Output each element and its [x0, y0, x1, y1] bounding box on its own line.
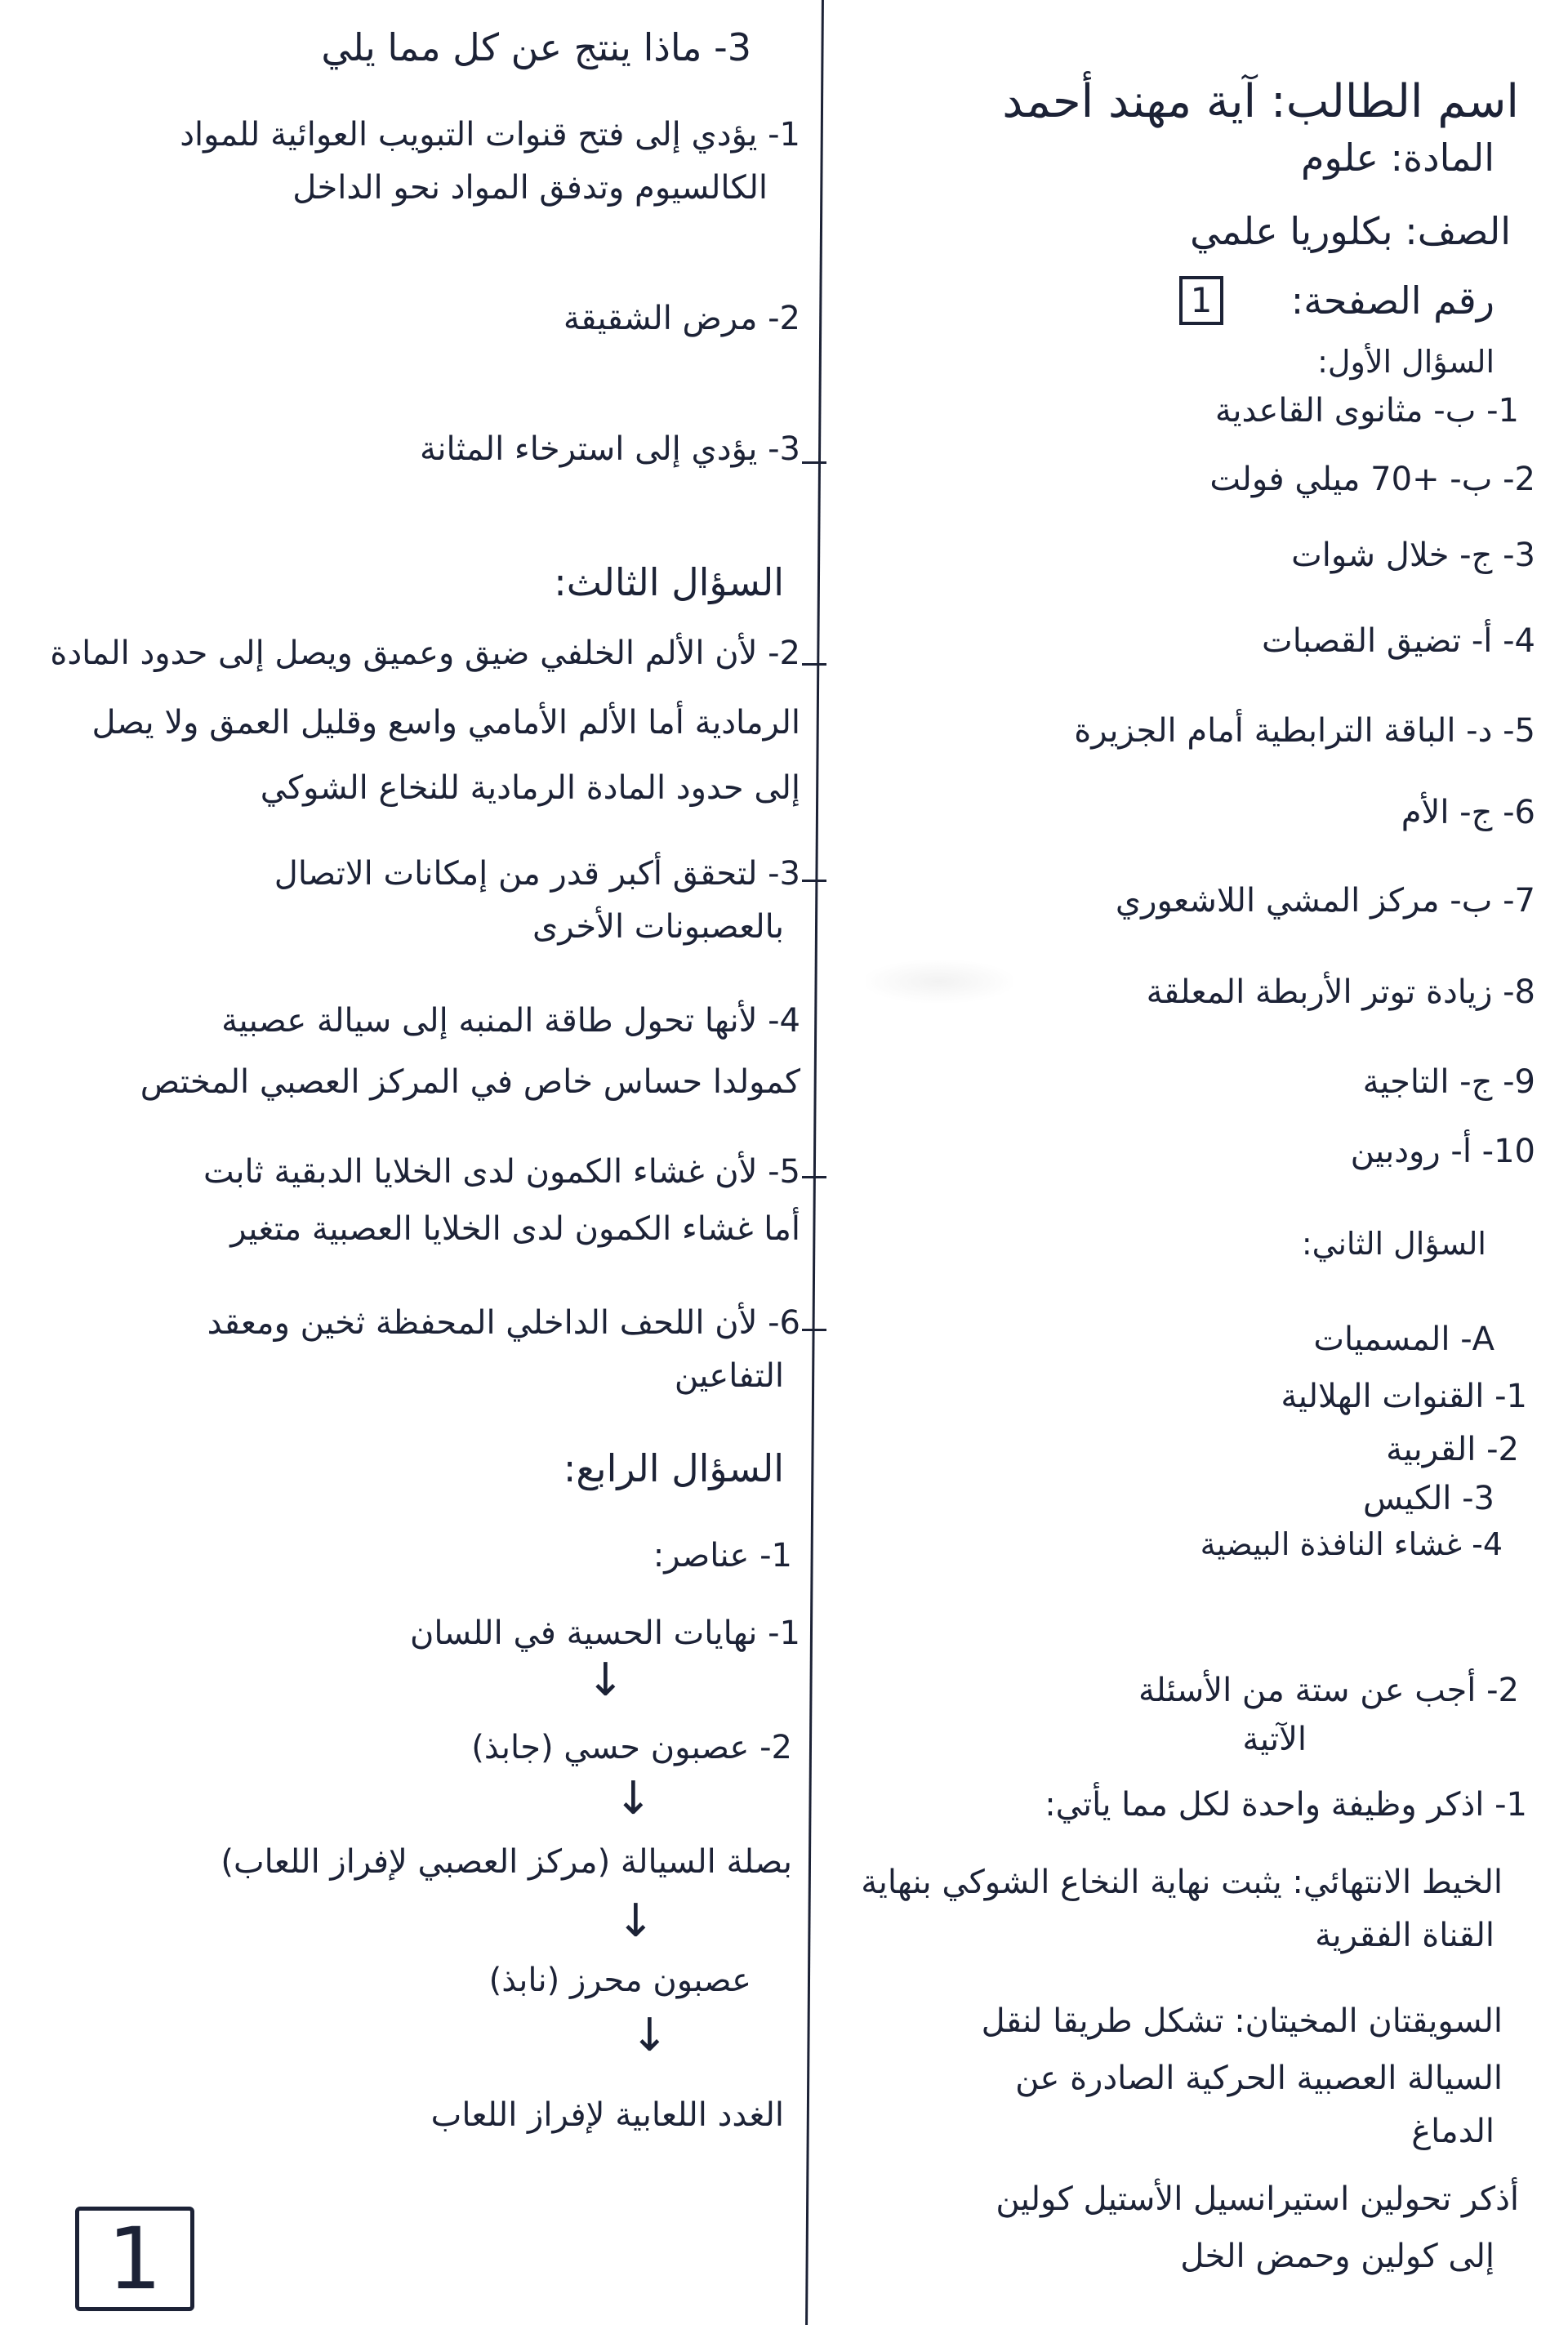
s3-answer-6-line1: 6- لأن اللحف الداخلي المحفظة ثخين ومعقد: [207, 1304, 800, 1342]
q1-answer-1: 1- ب- مثانوى القاعدية: [1214, 392, 1519, 430]
reflex-step-1: 1- نهايات الحسية في اللسان: [409, 1615, 800, 1652]
s3-answer-3-line2: بالعصبونات الأخرى: [532, 908, 784, 946]
s2-a-item-1: 1- القنوات الهلالية: [1281, 1378, 1527, 1415]
q1-answer-5: 5- د- الباقة الترابطية أمام الجزيرة: [1074, 712, 1535, 750]
s2-a-item-3: 3- الكيس: [1362, 1480, 1494, 1517]
smudge: [866, 960, 1013, 1003]
q1-answer-2: 2- ب- +70 ميلي فولت: [1209, 461, 1535, 498]
section3-title: السؤال الثالث:: [554, 560, 784, 604]
s3-answer-2-line3: إلى حدود المادة الرمادية للنخاع الشوكي: [260, 769, 800, 807]
s2-a-item-4: 4- غشاء النافذة البيضية: [1200, 1526, 1503, 1562]
q1-answer-8: 8- زيادة توتر الأربطة المعلقة: [1146, 973, 1535, 1011]
down-arrow-icon: ↓: [586, 1654, 625, 1707]
page-number-large: 1: [107, 2209, 163, 2309]
section4-title: السؤال الرابع:: [563, 1446, 784, 1490]
s3-answer-5-line2: أما غشاء الكمون لدى الخلايا العصبية متغير: [230, 1210, 800, 1248]
s3-answer-6-line2: التفاعين: [674, 1357, 784, 1395]
q3-item1-line1: 1- يؤدي إلى فتح قنوات التبويب العوائية للمواد: [180, 116, 800, 154]
section2-title: السؤال الثاني:: [1301, 1226, 1486, 1262]
page-label: رقم الصفحة:: [1290, 278, 1494, 323]
fn1-line-2: القناة الفقرية: [1315, 1917, 1494, 1954]
s3-answer-2-line1: 2- لأن الألم الخلفي ضيق وعميق ويصل إلى حدود المادة: [50, 635, 800, 672]
column-divider: [805, 0, 824, 2325]
grade-line: الصف: بكلوريا علمي: [1190, 209, 1511, 253]
fn1-line-1: الخيط الانتهائي: يثبت نهاية النخاع الشوكي بنهاية: [861, 1864, 1503, 1901]
reflex-step-5: الغدد اللعابية لإفراز اللعاب: [430, 2096, 784, 2134]
q3-item1-line2: الكالسيوم وتدفق المواد نحو الداخل: [292, 169, 768, 207]
margin-tick: [802, 880, 826, 882]
reflex-step-3: بصلة السيالة (مركز العصبي لإفراز اللعاب): [220, 1843, 792, 1881]
q1-answer-3: 3- ج- خلال شوات: [1291, 537, 1535, 574]
s2-b-line-1: 2- أجب عن ستة من الأسئلة: [1138, 1672, 1519, 1709]
margin-tick: [802, 1176, 826, 1178]
q1-answer-9: 9- ج- التاجية: [1362, 1063, 1535, 1101]
down-arrow-icon: ↓: [630, 2009, 669, 2062]
margin-tick: [802, 663, 826, 666]
fn2-line-1: السويقتان المخيتان: تشكل طريقا لنقل: [981, 2002, 1503, 2040]
page-number-box: 1: [1179, 276, 1223, 325]
q1-answer-7: 7- ب- مركز المشي اللاشعوري: [1115, 882, 1535, 920]
s2-b-line-2: الآتية: [1242, 1721, 1307, 1758]
margin-tick: [802, 1329, 826, 1331]
s3-answer-4-line2: كمولدا حساس خاص في المركز العصبي المختص: [140, 1063, 800, 1101]
s3-answer-5-line1: 5- لأن غشاء الكمون لدى الخلايا الدبقية ثابت: [203, 1153, 800, 1191]
q1-answer-4: 4- أ- تضيق القصبات: [1262, 622, 1535, 660]
fn2-line-3: الدماغ: [1411, 2113, 1494, 2150]
q1-answer-6: 6- ج- الأم: [1401, 794, 1535, 831]
q3-heading: 3- ماذا ينتج عن كل مما يلي: [321, 25, 751, 69]
margin-tick: [802, 461, 826, 464]
reflex-step-4: عصبون محرز (نابذ): [488, 1962, 751, 1999]
section1-title: السؤال الأول:: [1317, 344, 1494, 380]
s3-answer-3-line1: 3- لتحقق أكبر قدر من إمكانات الاتصال: [274, 855, 800, 893]
q3-item3: 3- يؤدي إلى استرخاء المثانة: [419, 430, 800, 468]
page-number-box-large: [75, 2207, 194, 2311]
fn3-line-2: إلى كولين وحمض الخل: [1180, 2238, 1494, 2275]
subject-line: المادة: علوم: [1300, 136, 1494, 180]
student-name: اسم الطالب: آية مهند أحمد: [1002, 75, 1519, 128]
q1-answer-10: 10- أ- رودبين: [1350, 1133, 1535, 1170]
s2-b-sub-1: 1- اذكر وظيفة واحدة لكل مما يأتي:: [1045, 1786, 1527, 1824]
s2-a-label: A- المسميات: [1313, 1321, 1494, 1358]
reflex-step-2: 2- عصبون حسي (جابذ): [471, 1729, 792, 1766]
s3-answer-2-line2: الرمادية أما الألم الأمامي واسع وقليل العمق ولا يصل: [91, 704, 800, 742]
s2-a-item-2: 2- القربية: [1386, 1431, 1519, 1468]
q3-item2: 2- مرض الشقيقة: [563, 300, 800, 337]
s4-elements-label: 1- عناصر:: [653, 1537, 792, 1574]
s3-answer-4-line1: 4- لأنها تحول طاقة المنبه إلى سيالة عصبية: [221, 1002, 800, 1040]
down-arrow-icon: ↓: [617, 1895, 655, 1948]
fn3-line-1: أذكر تحولين استيرانسيل الأستيل كولين: [996, 2180, 1519, 2218]
down-arrow-icon: ↓: [614, 1772, 653, 1825]
fn2-line-2: السيالة العصبية الحركية الصادرة عن: [1015, 2060, 1503, 2097]
